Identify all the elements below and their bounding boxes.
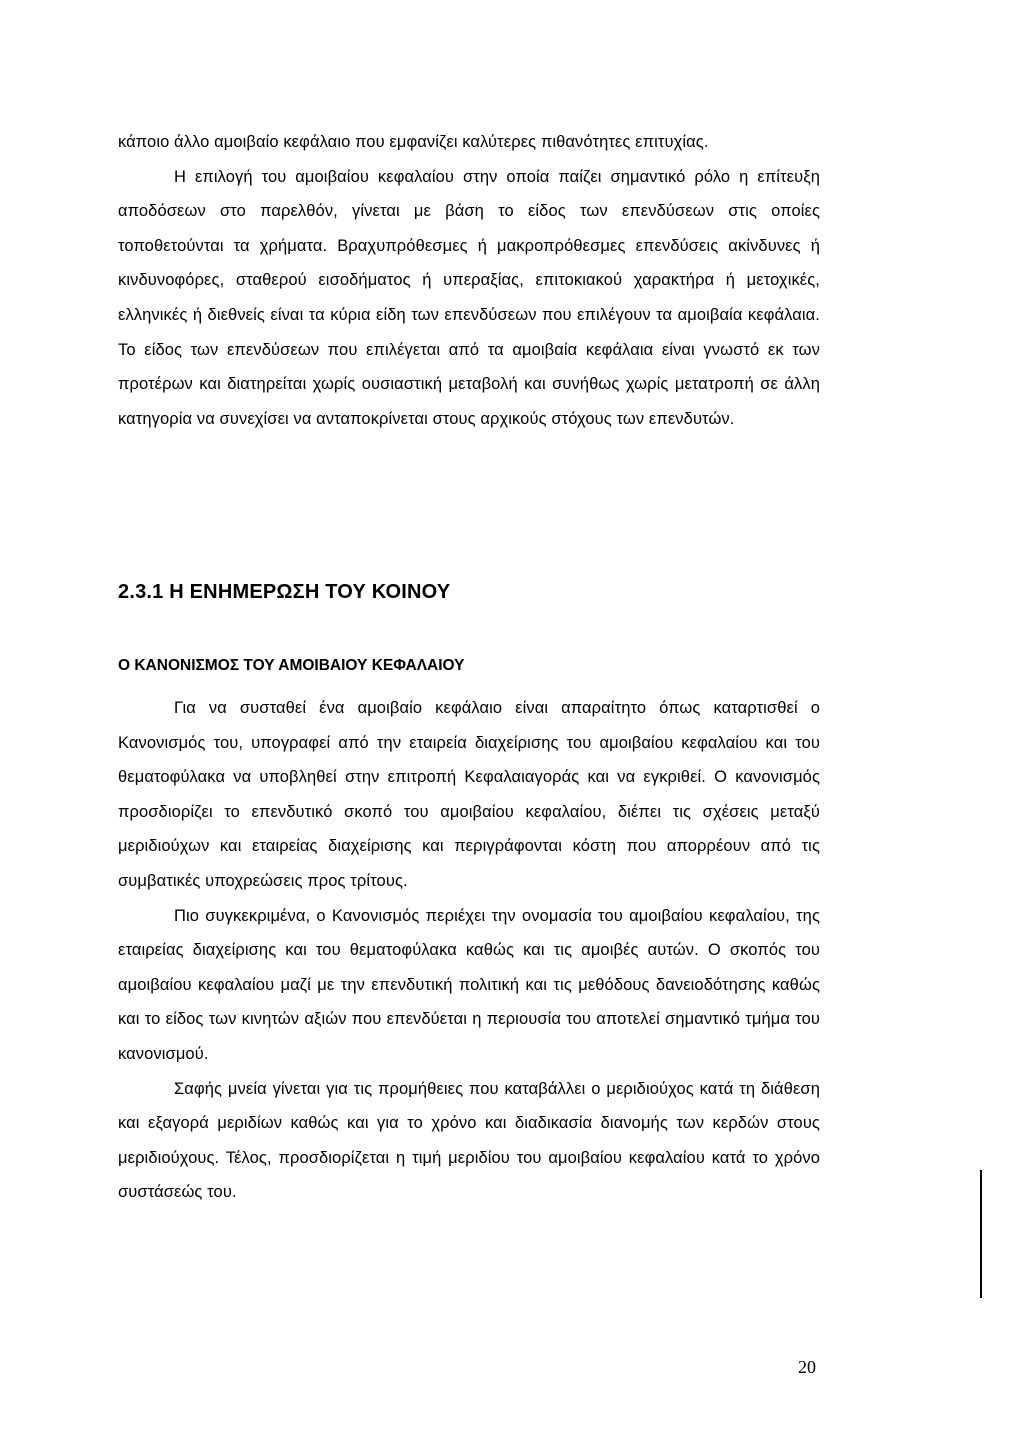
- subheading: Ο ΚΑΝΟΝΙΣΜΟΣ ΤΟΥ ΑΜΟΙΒΑΙΟΥ ΚΕΦΑΛΑΙΟΥ: [118, 657, 465, 674]
- section-heading: 2.3.1 Η ΕΝΗΜΕΡΩΣΗ ΤΟΥ ΚΟΙΝΟΥ: [118, 581, 451, 603]
- margin-line: [980, 1170, 982, 1298]
- paragraph-continuation: κάποιο άλλο αμοιβαίο κεφάλαιο που εμφανίζει καλύτερες πιθανότητες επιτυχίας.: [118, 133, 709, 151]
- paragraph-regulation-contents: Πιο συγκεκριμένα, ο Κανονισμός περιέχει την ονομασία του αμοιβαίου κεφαλαίου, της εταιρείας διαχείρισης και του θεματοφύλακα καθώς και τις αμοιβές αυτών. Ο σκοπός του αμοιβαίου κεφαλαίου μαζί με την επενδυτική πολιτική και τις μεθόδους δανειοδότησης καθώς και το είδος των κινητών αξιών που επενδύεται η περιουσία του αποτελεί σημαντικό τμήμα του κανονισμού.: [118, 906, 820, 1063]
- body-text-top: [118, 125, 820, 436]
- paragraph-regulation-establishment: Για να συσταθεί ένα αμοιβαίο κεφάλαιο είναι απαραίτητο όπως καταρτισθεί ο Κανονισμός του, υπογραφεί από την εταιρεία διαχείρισης του αμοιβαίου κεφαλαίου και του θεματοφύλακα να υποβληθεί στην επιτροπή Κεφαλαιαγοράς και να εγκριθεί. Ο κανονισμός προσδιορίζει το επενδυτικό σκοπό του αμοιβαίου κεφαλαίου, διέπει τις σχέσεις μεταξύ μεριδιούχων και εταιρείας διαχείρισης και περιγράφονται κόστη που απορρέουν από τις συμβατικές υποχρεώσεις προς τρίτους.: [118, 699, 820, 890]
- body-text-bottom: [118, 691, 820, 1210]
- paragraph-investment-types: Η επιλογή του αμοιβαίου κεφαλαίου στην οποία παίζει σημαντικό ρόλο η επίτευξη αποδόσεων στο παρελθόν, γίνεται με βάση το είδος των επενδύσεων στις οποίες τοποθετούνται τα χρήματα. Βραχυπρόθεσμες ή μακροπρόθεσμες επενδύσεις ακίνδυνες ή κινδυνοφόρες, σταθερού εισοδήματος ή υπεραξίας, επιτοκιακού χαρακτήρα ή μετοχικές, ελληνικές ή διεθνείς είναι τα κύρια είδη των επενδύσεων που επιλέγουν τα αμοιβαία κεφάλαια. Το είδος των επενδύσεων που επιλέγεται από τα αμοιβαία κεφάλαια είναι γνωστό εκ των προτέρων και διατηρείται χωρίς ουσιαστική μεταβολή και συνήθως χωρίς μετατροπή σε άλλη κατηγορία να συνεχίσει να ανταποκρίνεται στους αρχικούς στόχους των επενδυτών.: [118, 167, 820, 428]
- paragraph-fees-and-distribution: Σαφής μνεία γίνεται για τις προμήθειες που καταβάλλει ο μεριδιούχος κατά τη διάθεση και εξαγορά μεριδίων καθώς και για το χρόνο και διαδικασία διανομής των κερδών στους μεριδιούχους. Τέλος, προσδιορίζεται η τιμή μεριδίου του αμοιβαίου κεφαλαίου κατά το χρόνο συστάσεώς του.: [118, 1079, 820, 1202]
- page-number: 20: [798, 1357, 816, 1377]
